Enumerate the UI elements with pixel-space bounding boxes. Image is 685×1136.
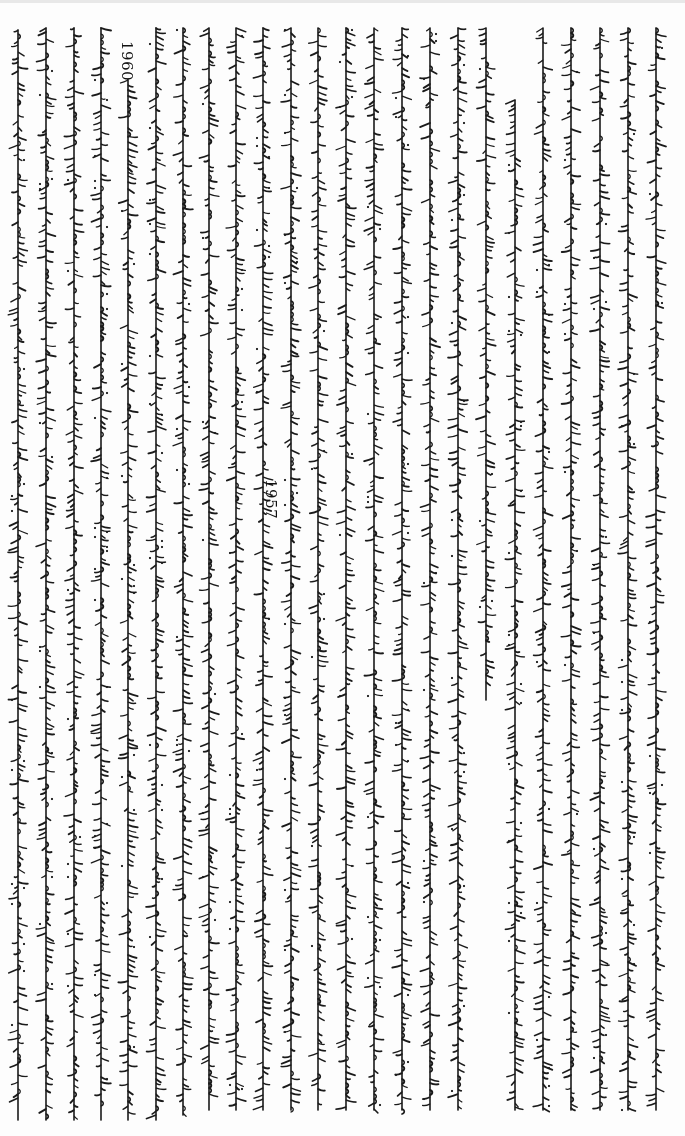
text-line [252,0,274,1136]
year-1957-label: 1957 [262,479,280,520]
text-line [419,0,441,1136]
text-line [225,0,247,1136]
text-line [63,0,85,1136]
year-1960-label: 1960 [118,41,136,82]
text-line [363,0,385,1136]
text-line [7,0,29,1136]
text-line [335,0,357,1136]
text-line [307,0,329,1136]
text-line [447,0,469,1136]
text-line [280,0,302,1136]
text-line [172,0,194,1136]
text-line [560,0,582,1136]
text-line [35,0,57,1136]
text-line [617,0,639,1136]
text-line [391,0,413,1136]
text-line [645,0,667,1136]
text-line [589,0,611,1136]
text-line [532,0,554,1136]
text-line [117,0,139,1136]
text-line [504,0,526,1136]
text-line [198,0,220,1136]
text-line [145,0,167,1136]
text-line [90,0,112,1136]
text-line [475,0,497,1136]
